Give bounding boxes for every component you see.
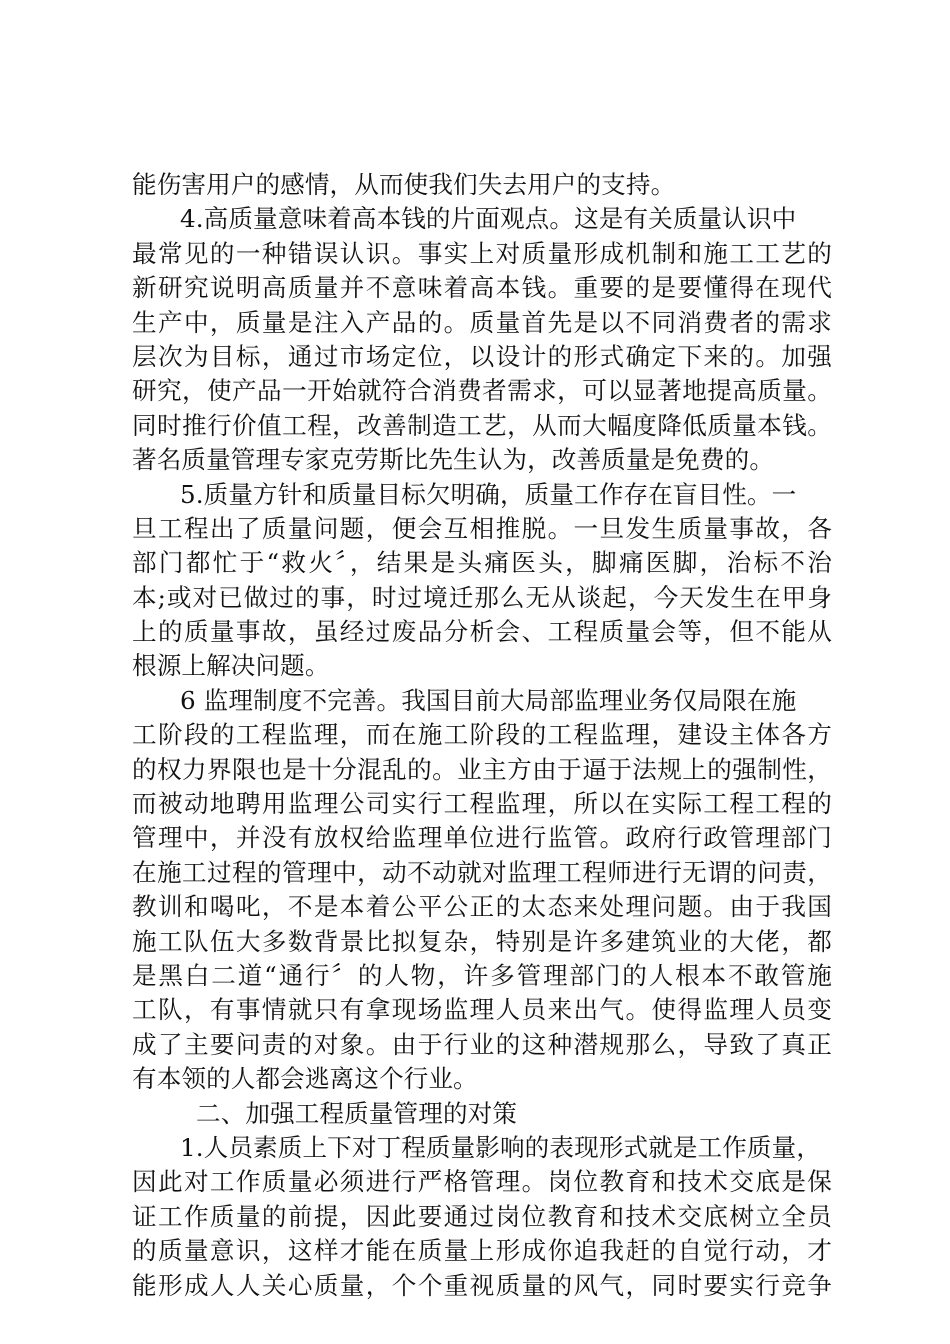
text-line: 4.高质量意味着高本钱的片面观点。这是有关质量认识中: [180, 204, 797, 234]
text-line: 证工作质量的前提，因此要通过岗位教育和技术交底树立全员: [132, 1201, 832, 1231]
text-line: 工队，有事情就只有拿现场监理人员来出气。使得监理人员变: [132, 995, 832, 1025]
text-line: 5.质量方针和质量目标欠明确，质量工作存在盲目性。一: [180, 479, 797, 509]
text-line: 能伤害用户的感情，从而使我们失去用户的支持。: [132, 170, 676, 199]
text-line: 本;或对已做过的事，时过境迁那么无从谈起，今天发生在甲身: [132, 582, 832, 612]
text-line: 1.人员素质上下对丁程质量影响的表现形式就是工作质量，: [180, 1132, 822, 1162]
text-line: 成了主要问责的对象。由于行业的这种潜规那么，导致了真正: [132, 1029, 832, 1059]
text-line: 而被动地聘用监理公司实行工程监理，所以在实际工程工程的: [132, 789, 832, 819]
text-line: 能形成人人关心质量，个个重视质量的风气，同时要实行竞争: [132, 1270, 832, 1300]
text-line: 的权力界限也是十分混乱的。业主方由于逼于法规上的强制性，: [132, 754, 832, 784]
text-line: 根源上解决问题。: [132, 651, 330, 681]
text-line: 有本领的人都会逃离这个行业。: [132, 1064, 478, 1094]
text-line: 工阶段的工程监理，而在施工阶段的工程监理，建设主体各方: [132, 720, 832, 750]
section-heading: 二、加强工程质量管理的对策: [196, 1098, 518, 1128]
text-line: 在施工过程的管理中，动不动就对监理工程师进行无谓的问责，: [132, 857, 832, 887]
document-body: [132, 168, 832, 1303]
text-line: 管理中，并没有放权给监理单位进行监管。政府行政管理部门: [132, 823, 832, 853]
text-line: 的质量意识，这样才能在质量上形成你追我赶的自觉行动，才: [132, 1236, 832, 1266]
text-line: 著名质量管理专家克劳斯比先生认为，改善质量是免费的。: [132, 445, 775, 475]
text-line: 新研究说明高质量并不意味着高本钱。重要的是要懂得在现代: [132, 273, 832, 303]
text-line: 研究，使产品一开始就符合消费者需求，可以显著地提高质量。: [132, 376, 832, 406]
text-line: 是黑白二道“通行〞的人物，许多管理部门的人根本不敢管施: [132, 960, 832, 990]
text-line: 教训和喝叱，不是本着公平公正的太态来处理问题。由于我国: [132, 892, 832, 922]
text-line: 生产中，质量是注入产品的。质量首先是以不同消费者的需求: [132, 307, 832, 337]
text-line: 施工队伍大多数背景比拟复杂，特别是许多建筑业的大佬，都: [132, 926, 832, 956]
text-line: 同时推行价值工程，改善制造工艺，从而大幅度降低质量本钱。: [132, 410, 832, 440]
text-line: 旦工程出了质量问题，便会互相推脱。一旦发生质量事故，各: [132, 513, 832, 543]
text-line: 部门都忙于“救火〞，结果是头痛医头，脚痛医脚，治标不治: [132, 548, 832, 578]
text-line: 上的质量事故，虽经过废品分析会、工程质量会等，但不能从: [132, 617, 832, 647]
text-line: 因此对工作质量必须进行严格管理。岗位教育和技术交底是保: [132, 1167, 832, 1197]
text-line: 最常见的一种错误认识。事实上对质量形成机制和施工工艺的: [132, 238, 832, 268]
text-line: 6 监理制度不完善。我国目前大局部监理业务仅局限在施: [180, 685, 797, 715]
text-line: 层次为目标，通过市场定位，以设计的形式确定下来的。加强: [132, 341, 832, 371]
